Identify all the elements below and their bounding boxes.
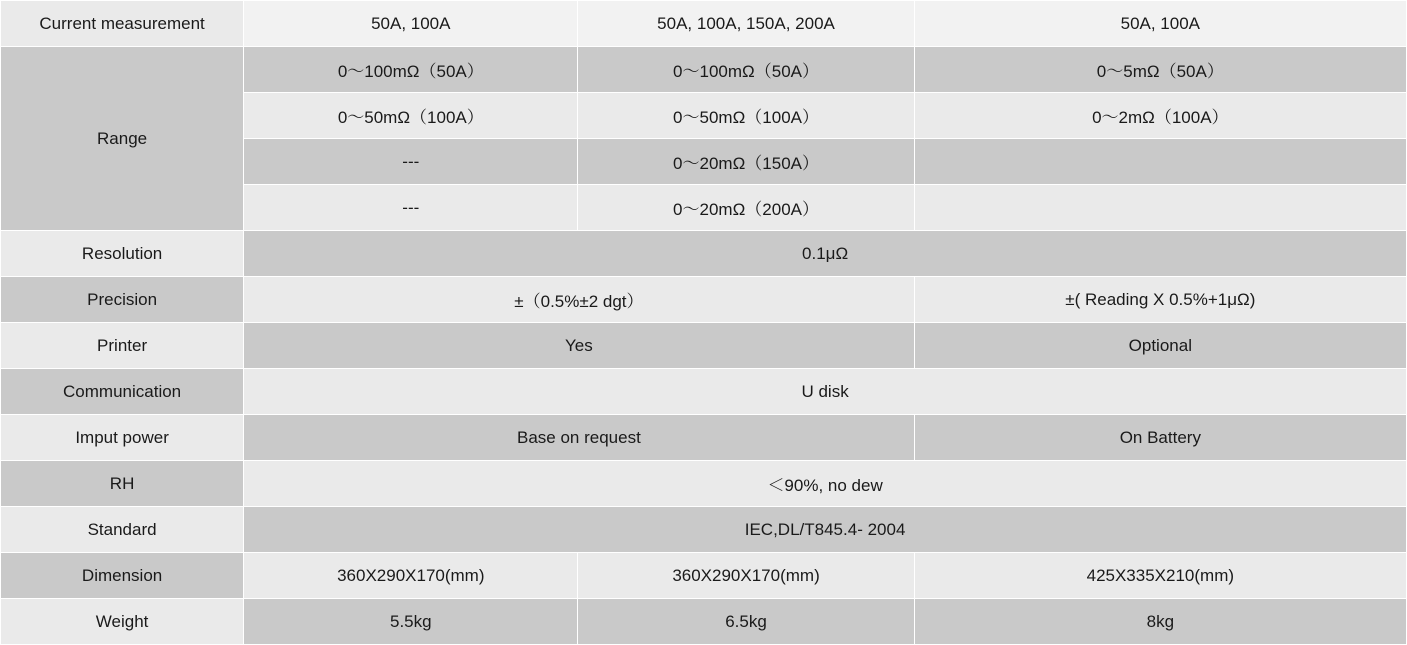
cell-current-measurement-a: 50A, 100A: [244, 1, 578, 47]
cell-rh-all: ＜90%, no dew: [244, 461, 1407, 507]
row-label-printer: Printer: [1, 323, 244, 369]
cell-dimension-b: 360X290X170(mm): [578, 553, 914, 599]
cell-range-4-c: [914, 185, 1406, 231]
table-row: [1, 231, 1407, 277]
table-row: [1, 507, 1407, 553]
table-row: [1, 415, 1407, 461]
cell-printer-ab: Yes: [244, 323, 914, 369]
cell-range-2-c: 0～2mΩ（100A）: [914, 93, 1406, 139]
cell-standard-all: IEC,DL/T845.4- 2004: [244, 507, 1407, 553]
table-row: [1, 323, 1407, 369]
cell-weight-a: 5.5kg: [244, 599, 578, 645]
cell-communication-all: U disk: [244, 369, 1407, 415]
table-row: [1, 47, 1407, 93]
cell-current-measurement-c: 50A, 100A: [914, 1, 1406, 47]
cell-current-measurement-b: 50A, 100A, 150A, 200A: [578, 1, 914, 47]
table-row: [1, 553, 1407, 599]
cell-range-4-a: ---: [244, 185, 578, 231]
row-label-resolution: Resolution: [1, 231, 244, 277]
row-label-imput-power: Imput power: [1, 415, 244, 461]
cell-range-1-b: 0～100mΩ（50A）: [578, 47, 914, 93]
cell-range-2-a: 0～50mΩ（100A）: [244, 93, 578, 139]
row-label-range: Range: [1, 47, 244, 231]
row-label-precision: Precision: [1, 277, 244, 323]
row-label-weight: Weight: [1, 599, 244, 645]
cell-range-3-c: [914, 139, 1406, 185]
cell-range-1-a: 0～100mΩ（50A）: [244, 47, 578, 93]
cell-dimension-a: 360X290X170(mm): [244, 553, 578, 599]
row-label-standard: Standard: [1, 507, 244, 553]
cell-weight-b: 6.5kg: [578, 599, 914, 645]
cell-printer-c: Optional: [914, 323, 1406, 369]
cell-range-3-a: ---: [244, 139, 578, 185]
cell-imput-power-c: On Battery: [914, 415, 1406, 461]
cell-range-4-b: 0～20mΩ（200A）: [578, 185, 914, 231]
cell-imput-power-ab: Base on request: [244, 415, 914, 461]
table-row: [1, 1, 1407, 47]
table-row: [1, 277, 1407, 323]
cell-range-3-b: 0～20mΩ（150A）: [578, 139, 914, 185]
cell-dimension-c: 425X335X210(mm): [914, 553, 1406, 599]
cell-resolution-all: 0.1μΩ: [244, 231, 1407, 277]
cell-range-2-b: 0～50mΩ（100A）: [578, 93, 914, 139]
row-label-dimension: Dimension: [1, 553, 244, 599]
row-label-rh: RH: [1, 461, 244, 507]
table-row: [1, 599, 1407, 645]
row-label-current-measurement: Current measurement: [1, 1, 244, 47]
cell-weight-c: 8kg: [914, 599, 1406, 645]
cell-range-1-c: 0～5mΩ（50A）: [914, 47, 1406, 93]
cell-precision-c: ±( Reading X 0.5%+1μΩ): [914, 277, 1406, 323]
table-row: [1, 461, 1407, 507]
table-row: [1, 369, 1407, 415]
cell-precision-ab: ±（0.5%±2 dgt）: [244, 277, 914, 323]
row-label-communication: Communication: [1, 369, 244, 415]
